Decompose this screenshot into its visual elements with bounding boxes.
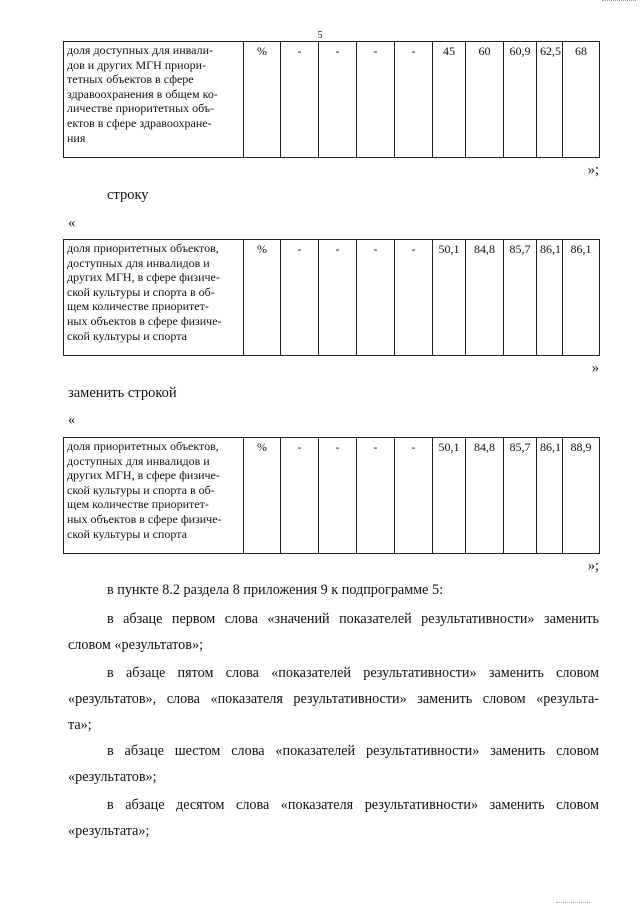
value-cell: - <box>357 438 395 554</box>
line-stroku: строку <box>107 187 149 203</box>
indicator-table-healthcare <box>63 41 600 158</box>
description-line: доступных для инвалидов и <box>67 255 210 270</box>
value-cell: - <box>319 438 357 554</box>
paragraph-line: словом «результатов»; <box>68 637 204 653</box>
description-line: ской культуры и спорта <box>67 526 187 541</box>
indicator-description <box>64 42 244 158</box>
description-line: щем количестве приоритет- <box>67 299 209 314</box>
description-line: доля приоритетных объектов, <box>67 241 219 255</box>
indicator-table-sport-new <box>63 437 600 554</box>
value-cell: 86,1 <box>537 240 563 356</box>
description-line: ния <box>67 130 86 145</box>
paragraph-line: «результатов»; <box>68 769 157 785</box>
paragraph-line: в абзаце первом слова «значений показателей результативности» заменить <box>107 611 599 627</box>
unit-cell: % <box>244 240 281 356</box>
closing-quote: »; <box>587 162 599 178</box>
value-cell: 45 <box>433 42 466 158</box>
indicator-description <box>64 438 244 554</box>
value-cell: - <box>319 240 357 356</box>
value-cell: 85,7 <box>504 438 537 554</box>
description-line: ных объектов в сфере физиче- <box>67 511 222 526</box>
description-line: других МГН, в сфере физиче- <box>67 468 220 483</box>
value-cell: - <box>395 438 433 554</box>
opening-quote: « <box>68 412 76 428</box>
scan-mark <box>556 899 590 903</box>
indicator-description <box>64 240 244 356</box>
paragraph-line: в абзаце десятом слова «показателя результативности» заменить словом <box>107 797 599 813</box>
value-cell: 50,1 <box>433 240 466 356</box>
indicator-table-sport-old <box>63 239 600 356</box>
description-line: доступных для инвалидов и <box>67 453 210 468</box>
value-cell: - <box>281 42 319 158</box>
paragraph-line: в пункте 8.2 раздела 8 приложения 9 к подпрограмме 5: <box>107 582 444 598</box>
description-line: ской культуры и спорта <box>67 328 187 343</box>
value-cell: 86,1 <box>563 240 600 356</box>
description-line: дов и других МГН приори- <box>67 57 207 72</box>
value-cell: - <box>395 240 433 356</box>
value-cell: - <box>281 240 319 356</box>
paragraph-line: в абзаце шестом слова «показателей результативности» заменить словом <box>107 743 599 759</box>
description-line: тетных объектов в сфере <box>67 72 194 87</box>
closing-quote: »; <box>587 558 599 574</box>
table-row <box>64 240 600 356</box>
value-cell: 60 <box>466 42 504 158</box>
description-line: личестве приоритетных объ- <box>67 101 215 116</box>
paragraph-line: в абзаце пятом слова «показателей результативности» заменить словом <box>107 665 599 681</box>
description-line: щем количестве приоритет- <box>67 497 209 512</box>
value-cell: 86,1 <box>537 438 563 554</box>
description-line: ской культуры и спорта в об- <box>67 284 215 299</box>
scan-mark <box>602 0 636 5</box>
opening-quote: « <box>68 215 76 231</box>
closing-quote: » <box>591 360 599 376</box>
description-line: ных объектов в сфере физиче- <box>67 313 222 328</box>
value-cell: 50,1 <box>433 438 466 554</box>
page-number: 5 <box>317 30 323 41</box>
table-row <box>64 42 600 158</box>
unit-cell: % <box>244 42 281 158</box>
description-line: ектов в сфере здравоохране- <box>67 115 212 130</box>
paragraph-line: «результатов», слова «показателя результативности» заменить словом «результа- <box>68 691 599 707</box>
description-line: доля доступных для инвали- <box>67 43 213 57</box>
paragraph-line: «результата»; <box>68 823 150 839</box>
description-line: ской культуры и спорта в об- <box>67 482 215 497</box>
description-line: других МГН, в сфере физиче- <box>67 270 220 285</box>
value-cell: - <box>319 42 357 158</box>
value-cell: 84,8 <box>466 240 504 356</box>
description-line: доля приоритетных объектов, <box>67 439 219 453</box>
value-cell: 62,5 <box>537 42 563 158</box>
description-line: здравоохранения в общем ко- <box>67 86 218 101</box>
value-cell: - <box>281 438 319 554</box>
value-cell: 60,9 <box>504 42 537 158</box>
paragraph-line: та»; <box>68 717 92 733</box>
value-cell: - <box>395 42 433 158</box>
value-cell: - <box>357 42 395 158</box>
value-cell: 85,7 <box>504 240 537 356</box>
value-cell: 84,8 <box>466 438 504 554</box>
value-cell: 68 <box>563 42 600 158</box>
table-row <box>64 438 600 554</box>
line-zamenit: заменить строкой <box>68 385 177 401</box>
value-cell: 88,9 <box>563 438 600 554</box>
value-cell: - <box>357 240 395 356</box>
unit-cell: % <box>244 438 281 554</box>
